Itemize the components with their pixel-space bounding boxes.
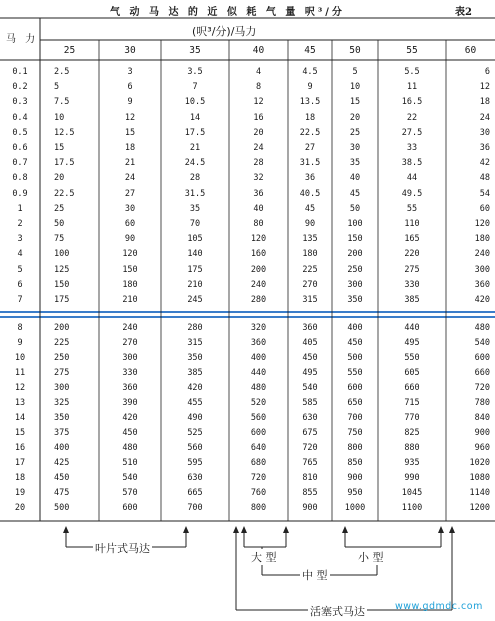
value-cell: 420 <box>474 295 490 305</box>
value-cell: 405 <box>302 338 318 348</box>
value-cell: 49.5 <box>401 188 423 199</box>
column-header: 55 <box>406 45 418 56</box>
hp-cell: 16 <box>14 443 26 453</box>
value-cell: 720 <box>250 473 267 483</box>
value-cell: 990 <box>404 473 420 483</box>
value-cell: 17.5 <box>54 158 75 169</box>
value-cell: 320 <box>250 323 267 333</box>
hp-cell: 12 <box>14 383 26 393</box>
value-cell: 27 <box>304 143 316 153</box>
value-cell: 650 <box>347 398 363 408</box>
value-cell: 35 <box>189 203 201 214</box>
value-cell: 270 <box>302 279 318 290</box>
value-cell: 495 <box>404 338 420 348</box>
value-cell: 630 <box>302 413 318 423</box>
value-cell: 150 <box>54 279 70 290</box>
value-cell: 1045 <box>401 488 423 498</box>
hp-cell: 0.2 <box>12 82 28 93</box>
hp-cell: 20 <box>14 503 26 513</box>
value-cell: 125 <box>54 264 70 275</box>
value-cell: 5.5 <box>404 67 420 77</box>
value-cell: 16.5 <box>401 97 423 108</box>
hp-cell: 0.6 <box>12 143 28 153</box>
column-header: 35 <box>189 45 201 56</box>
hp-cell: 8 <box>17 323 23 333</box>
value-cell: 560 <box>250 413 267 423</box>
value-cell: 440 <box>250 368 267 378</box>
value-cell: 15 <box>349 97 361 108</box>
hp-cell: 0.1 <box>12 67 28 77</box>
value-cell: 5 <box>54 82 60 93</box>
value-cell: 11 <box>406 82 418 93</box>
value-cell: 36 <box>253 188 264 199</box>
value-cell: 400 <box>250 353 267 363</box>
value-cell: 400 <box>347 323 363 333</box>
value-cell: 4 <box>255 67 262 77</box>
hp-cell: 9 <box>17 338 23 348</box>
value-cell: 1140 <box>469 488 490 498</box>
value-cell: 600 <box>122 503 138 513</box>
value-cell: 385 <box>404 295 420 305</box>
value-cell: 540 <box>302 383 318 393</box>
value-cell: 13.5 <box>299 97 321 108</box>
value-cell: 250 <box>347 264 363 275</box>
hp-cell: 0.9 <box>12 188 28 199</box>
value-cell: 15 <box>124 127 136 138</box>
value-cell: 31.5 <box>299 158 321 169</box>
value-cell: 33 <box>406 143 418 153</box>
value-cell: 45 <box>349 188 361 199</box>
value-cell: 3.5 <box>187 67 203 77</box>
value-cell: 180 <box>474 234 490 245</box>
value-cell: 45 <box>304 203 316 214</box>
value-cell: 150 <box>347 234 363 245</box>
value-cell: 455 <box>187 398 203 408</box>
column-header: 40 <box>252 45 265 56</box>
value-cell: 180 <box>302 249 318 260</box>
hp-cell: 1 <box>17 203 23 214</box>
value-cell: 32 <box>253 173 264 184</box>
horsepower-header: 马 力 <box>6 34 39 45</box>
value-cell: 900 <box>347 473 363 483</box>
value-cell: 200 <box>347 249 363 260</box>
value-cell: 42 <box>479 158 490 169</box>
value-cell: 950 <box>347 488 363 498</box>
value-cell: 300 <box>474 264 490 275</box>
value-cell: 8 <box>255 82 262 93</box>
value-cell: 450 <box>347 338 363 348</box>
hp-cell: 0.7 <box>12 158 28 169</box>
value-cell: 30 <box>124 203 136 214</box>
medium-type-label: 中 型 <box>302 569 328 582</box>
value-cell: 450 <box>122 428 138 438</box>
value-cell: 28 <box>253 158 264 169</box>
value-cell: 475 <box>54 488 70 498</box>
value-cell: 6 <box>127 82 133 93</box>
value-cell: 720 <box>302 443 318 453</box>
value-cell: 1080 <box>469 473 490 483</box>
value-cell: 850 <box>347 458 363 468</box>
value-cell: 105 <box>187 234 203 245</box>
value-cell: 140 <box>187 249 203 260</box>
value-cell: 31.5 <box>184 188 206 199</box>
value-cell: 525 <box>187 428 203 438</box>
value-cell: 175 <box>54 295 70 305</box>
value-cell: 280 <box>250 295 267 305</box>
column-header: 45 <box>304 45 316 56</box>
hp-cell: 13 <box>14 398 26 408</box>
value-cell: 960 <box>474 443 490 453</box>
hp-cell: 6 <box>17 279 23 290</box>
hp-cell: 17 <box>14 458 26 468</box>
value-cell: 25 <box>349 127 361 138</box>
value-cell: 360 <box>122 383 138 393</box>
value-cell: 330 <box>404 279 420 290</box>
table-number: 表2 <box>455 7 472 18</box>
value-cell: 1200 <box>469 503 490 513</box>
value-cell: 54 <box>479 188 490 199</box>
value-cell: 700 <box>187 503 203 513</box>
value-cell: 9 <box>307 82 313 93</box>
value-cell: 150 <box>122 264 138 275</box>
hp-cell: 0.8 <box>12 173 28 184</box>
value-cell: 330 <box>122 368 138 378</box>
value-cell: 9 <box>127 97 133 108</box>
value-cell: 60 <box>479 203 490 214</box>
value-cell: 27 <box>124 188 136 199</box>
value-cell: 550 <box>404 353 420 363</box>
value-cell: 715 <box>404 398 420 408</box>
value-cell: 880 <box>404 443 420 453</box>
value-cell: 25 <box>54 203 65 214</box>
value-cell: 700 <box>347 413 363 423</box>
value-cell: 675 <box>302 428 318 438</box>
value-cell: 18 <box>479 97 490 108</box>
value-cell: 665 <box>187 488 203 498</box>
value-cell: 28 <box>189 173 201 184</box>
value-cell: 17.5 <box>184 127 206 138</box>
value-cell: 360 <box>474 279 490 290</box>
value-cell: 600 <box>250 428 267 438</box>
value-cell: 425 <box>54 458 70 468</box>
value-cell: 180 <box>122 279 138 290</box>
value-cell: 510 <box>122 458 138 468</box>
value-cell: 24 <box>479 112 490 123</box>
value-cell: 240 <box>250 279 267 290</box>
value-cell: 595 <box>187 458 203 468</box>
value-cell: 640 <box>250 443 267 453</box>
value-cell: 6 <box>484 67 490 77</box>
value-cell: 220 <box>404 249 420 260</box>
value-cell: 100 <box>54 249 70 260</box>
value-cell: 660 <box>404 383 420 393</box>
value-cell: 35 <box>349 158 361 169</box>
value-cell: 280 <box>187 323 203 333</box>
value-cell: 40 <box>349 173 361 184</box>
value-cell: 1020 <box>469 458 490 468</box>
value-cell: 210 <box>187 279 203 290</box>
value-cell: 110 <box>404 219 420 229</box>
value-cell: 200 <box>250 264 267 275</box>
value-cell: 250 <box>54 353 70 363</box>
value-cell: 120 <box>122 249 138 260</box>
value-cell: 315 <box>302 295 318 305</box>
hp-cell: 19 <box>14 488 26 498</box>
hp-cell: 0.5 <box>12 127 28 138</box>
hp-cell: 5 <box>17 264 23 275</box>
value-cell: 3 <box>127 67 133 77</box>
value-cell: 245 <box>187 295 203 305</box>
piston-motor-label: 活塞式马达 <box>310 605 365 618</box>
value-cell: 855 <box>302 488 318 498</box>
value-cell: 350 <box>54 413 70 423</box>
value-cell: 375 <box>54 428 70 438</box>
value-cell: 1100 <box>401 503 423 513</box>
value-cell: 175 <box>187 264 203 275</box>
value-cell: 60 <box>124 219 136 229</box>
value-cell: 20 <box>54 173 65 184</box>
value-cell: 935 <box>404 458 420 468</box>
column-header: 50 <box>349 45 361 56</box>
value-cell: 75 <box>54 234 65 245</box>
value-cell: 12 <box>479 82 490 93</box>
value-cell: 680 <box>250 458 267 468</box>
value-cell: 5 <box>352 67 358 77</box>
value-cell: 24 <box>253 143 264 153</box>
value-cell: 900 <box>474 428 490 438</box>
value-cell: 20 <box>349 112 361 123</box>
value-cell: 275 <box>54 368 70 378</box>
value-cell: 315 <box>187 338 203 348</box>
column-header: 25 <box>63 45 76 56</box>
value-cell: 20 <box>253 127 264 138</box>
value-cell: 50 <box>54 219 65 229</box>
value-cell: 600 <box>347 383 363 393</box>
value-cell: 12 <box>253 97 264 108</box>
hp-cell: 7 <box>17 295 23 305</box>
value-cell: 350 <box>187 353 203 363</box>
value-cell: 135 <box>302 234 318 245</box>
value-cell: 760 <box>250 488 267 498</box>
value-cell: 80 <box>253 219 264 229</box>
value-cell: 10.5 <box>184 97 206 108</box>
value-cell: 585 <box>302 398 318 408</box>
value-cell: 420 <box>187 383 203 393</box>
value-cell: 30 <box>479 127 490 138</box>
value-cell: 27.5 <box>401 127 423 138</box>
hp-cell: 15 <box>14 428 26 438</box>
value-cell: 560 <box>187 443 203 453</box>
hp-cell: 0.4 <box>12 112 28 123</box>
value-cell: 800 <box>250 503 267 513</box>
value-cell: 240 <box>122 323 138 333</box>
title-text: 气 动 马 达 的 近 似 耗 气 量 呎³/分 <box>110 7 345 18</box>
value-cell: 100 <box>347 219 363 229</box>
value-cell: 18 <box>304 112 316 123</box>
value-cell: 36 <box>304 173 316 184</box>
value-cell: 30 <box>349 143 361 153</box>
value-cell: 360 <box>250 338 267 348</box>
value-cell: 22.5 <box>54 188 75 199</box>
hp-cell: 2 <box>17 219 23 229</box>
hp-cell: 4 <box>17 249 23 260</box>
large-type-label: 大 型 <box>251 551 277 564</box>
value-cell: 14 <box>189 112 201 123</box>
value-cell: 780 <box>474 398 490 408</box>
value-cell: 50 <box>349 203 361 214</box>
value-cell: 270 <box>122 338 138 348</box>
value-cell: 350 <box>347 295 363 305</box>
value-cell: 450 <box>302 353 318 363</box>
value-cell: 24 <box>124 173 136 184</box>
value-cell: 300 <box>347 279 363 290</box>
column-header: 60 <box>464 45 477 56</box>
value-cell: 480 <box>474 323 490 333</box>
value-cell: 10 <box>349 82 361 93</box>
value-cell: 480 <box>122 443 138 453</box>
value-cell: 90 <box>124 234 136 245</box>
value-cell: 550 <box>347 368 363 378</box>
value-cell: 24.5 <box>184 158 206 169</box>
value-cell: 16 <box>253 112 264 123</box>
value-cell: 70 <box>189 219 201 229</box>
value-cell: 495 <box>302 368 318 378</box>
value-cell: 325 <box>54 398 70 408</box>
value-cell: 400 <box>54 443 70 453</box>
value-cell: 840 <box>474 413 490 423</box>
value-cell: 540 <box>122 473 138 483</box>
value-cell: 800 <box>347 443 363 453</box>
value-cell: 540 <box>474 338 490 348</box>
value-cell: 165 <box>404 234 420 245</box>
value-cell: 420 <box>122 413 138 423</box>
value-cell: 600 <box>474 353 490 363</box>
value-cell: 480 <box>250 383 267 393</box>
value-cell: 40 <box>253 203 264 214</box>
value-cell: 21 <box>189 143 201 153</box>
value-cell: 225 <box>54 338 70 348</box>
value-cell: 390 <box>122 398 138 408</box>
small-type-label: 小 型 <box>358 551 384 564</box>
value-cell: 15 <box>54 143 65 153</box>
value-cell: 22 <box>406 112 418 123</box>
hp-cell: 10 <box>14 353 26 363</box>
value-cell: 500 <box>54 503 70 513</box>
value-cell: 500 <box>347 353 363 363</box>
value-cell: 120 <box>250 234 267 245</box>
value-cell: 720 <box>474 383 490 393</box>
value-cell: 300 <box>54 383 70 393</box>
value-cell: 360 <box>302 323 318 333</box>
value-cell: 660 <box>474 368 490 378</box>
value-cell: 385 <box>187 368 203 378</box>
hp-cell: 11 <box>14 368 26 378</box>
value-cell: 4.5 <box>302 67 318 77</box>
value-cell: 12 <box>124 112 136 123</box>
value-cell: 21 <box>124 158 136 169</box>
value-cell: 440 <box>404 323 420 333</box>
value-cell: 490 <box>187 413 203 423</box>
value-cell: 570 <box>122 488 138 498</box>
hp-cell: 0.3 <box>12 97 28 108</box>
value-cell: 810 <box>302 473 318 483</box>
vane-motor-label: 叶片式马达 <box>95 542 150 555</box>
value-cell: 605 <box>404 368 420 378</box>
value-cell: 10 <box>54 112 65 123</box>
value-cell: 765 <box>302 458 318 468</box>
watermark: www.gdmdc.com <box>395 601 483 612</box>
value-cell: 200 <box>54 323 70 333</box>
value-cell: 36 <box>479 143 490 153</box>
value-cell: 38.5 <box>401 158 423 169</box>
value-cell: 1000 <box>344 503 366 513</box>
column-header: 30 <box>124 45 136 56</box>
value-cell: 520 <box>250 398 267 408</box>
value-cell: 630 <box>187 473 203 483</box>
hp-cell: 3 <box>17 234 23 245</box>
value-cell: 44 <box>406 173 418 184</box>
value-cell: 225 <box>302 264 318 275</box>
value-cell: 18 <box>124 143 136 153</box>
value-cell: 210 <box>122 295 138 305</box>
value-cell: 120 <box>474 219 490 229</box>
value-cell: 90 <box>304 219 316 229</box>
hp-cell: 18 <box>14 473 26 483</box>
value-cell: 22.5 <box>299 127 321 138</box>
value-cell: 825 <box>404 428 420 438</box>
value-cell: 160 <box>250 249 267 260</box>
hp-cell: 14 <box>14 413 26 423</box>
value-cell: 2.5 <box>54 67 70 77</box>
value-cell: 900 <box>302 503 318 513</box>
value-cell: 770 <box>404 413 420 423</box>
value-cell: 240 <box>474 249 490 260</box>
unit-header: (呎³/分)/马力 <box>192 25 257 38</box>
value-cell: 750 <box>347 428 363 438</box>
value-cell: 12.5 <box>54 127 75 138</box>
value-cell: 275 <box>404 264 420 275</box>
value-cell: 7 <box>192 82 198 93</box>
value-cell: 300 <box>122 353 138 363</box>
value-cell: 40.5 <box>299 188 321 199</box>
value-cell: 48 <box>479 173 490 184</box>
value-cell: 450 <box>54 473 70 483</box>
value-cell: 7.5 <box>54 97 70 108</box>
value-cell: 55 <box>406 203 418 214</box>
